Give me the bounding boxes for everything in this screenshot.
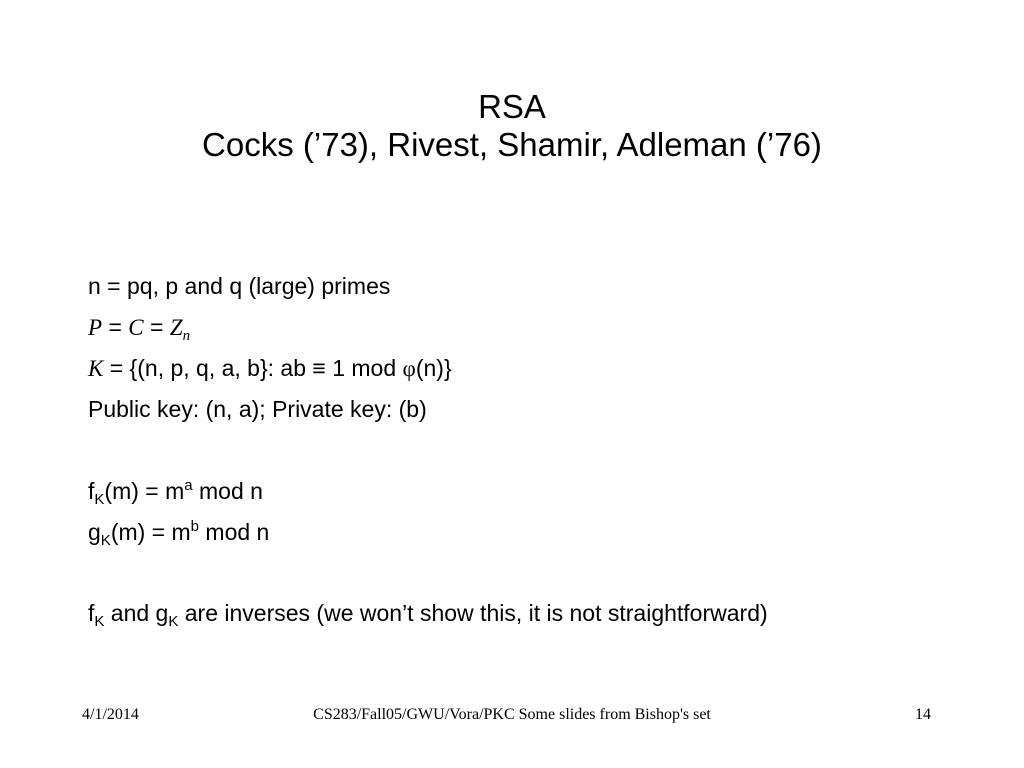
- keyspace-tail: (n)}: [415, 355, 452, 381]
- footer-course: CS283/Fall05/GWU/Vora/PKC Some slides from Bishop's set: [313, 706, 711, 723]
- bullet-modulus: n = pq, p and q (large) primes: [88, 273, 391, 299]
- inv-and-g: and g: [104, 600, 169, 626]
- title-line-2: Cocks (’73), Rivest, Shamir, Adleman (’76): [202, 126, 822, 163]
- g-symbol: g: [88, 519, 101, 545]
- f-tail: mod n: [192, 478, 263, 504]
- title-line-1: RSA: [478, 88, 546, 125]
- inv-f-sub: K: [94, 613, 105, 630]
- symbol-k: K: [88, 356, 104, 381]
- f-middle: (m) = m: [104, 478, 185, 504]
- f-symbol: f: [88, 478, 95, 504]
- bullet-keys: Public key: (n, a); Private key: (b): [88, 396, 427, 422]
- symbol-p: P: [88, 315, 103, 340]
- g-exponent: b: [190, 518, 200, 535]
- equals-2: =: [143, 314, 170, 340]
- bullet-keyspace: [88, 355, 452, 382]
- bullet-plaintext-space: [88, 314, 191, 344]
- symbol-c: C: [128, 315, 144, 340]
- f-subscript: K: [94, 491, 105, 508]
- g-subscript: K: [100, 532, 111, 549]
- symbol-z: Z: [169, 315, 183, 340]
- inv-tail: are inverses (we won’t show this, it is not straightforward): [178, 600, 768, 626]
- symbol-phi: φ: [402, 356, 416, 381]
- inv-g-sub: K: [168, 613, 179, 630]
- slide-title: [0, 88, 1024, 164]
- g-middle: (m) = m: [110, 519, 191, 545]
- g-tail: mod n: [199, 519, 270, 545]
- inv-f: f: [88, 600, 95, 626]
- footer-page-number: 14: [915, 706, 931, 723]
- bullet-inverses: [88, 600, 768, 630]
- footer-date: 4/1/2014: [82, 706, 139, 723]
- keyspace-text: = {(n, p, q, a, b}: ab ≡ 1 mod: [103, 355, 403, 381]
- symbol-z-sub: n: [182, 328, 191, 344]
- formula-encrypt: [88, 477, 263, 508]
- formula-decrypt: [88, 518, 270, 549]
- f-exponent: a: [184, 477, 193, 494]
- equals-1: =: [102, 314, 129, 340]
